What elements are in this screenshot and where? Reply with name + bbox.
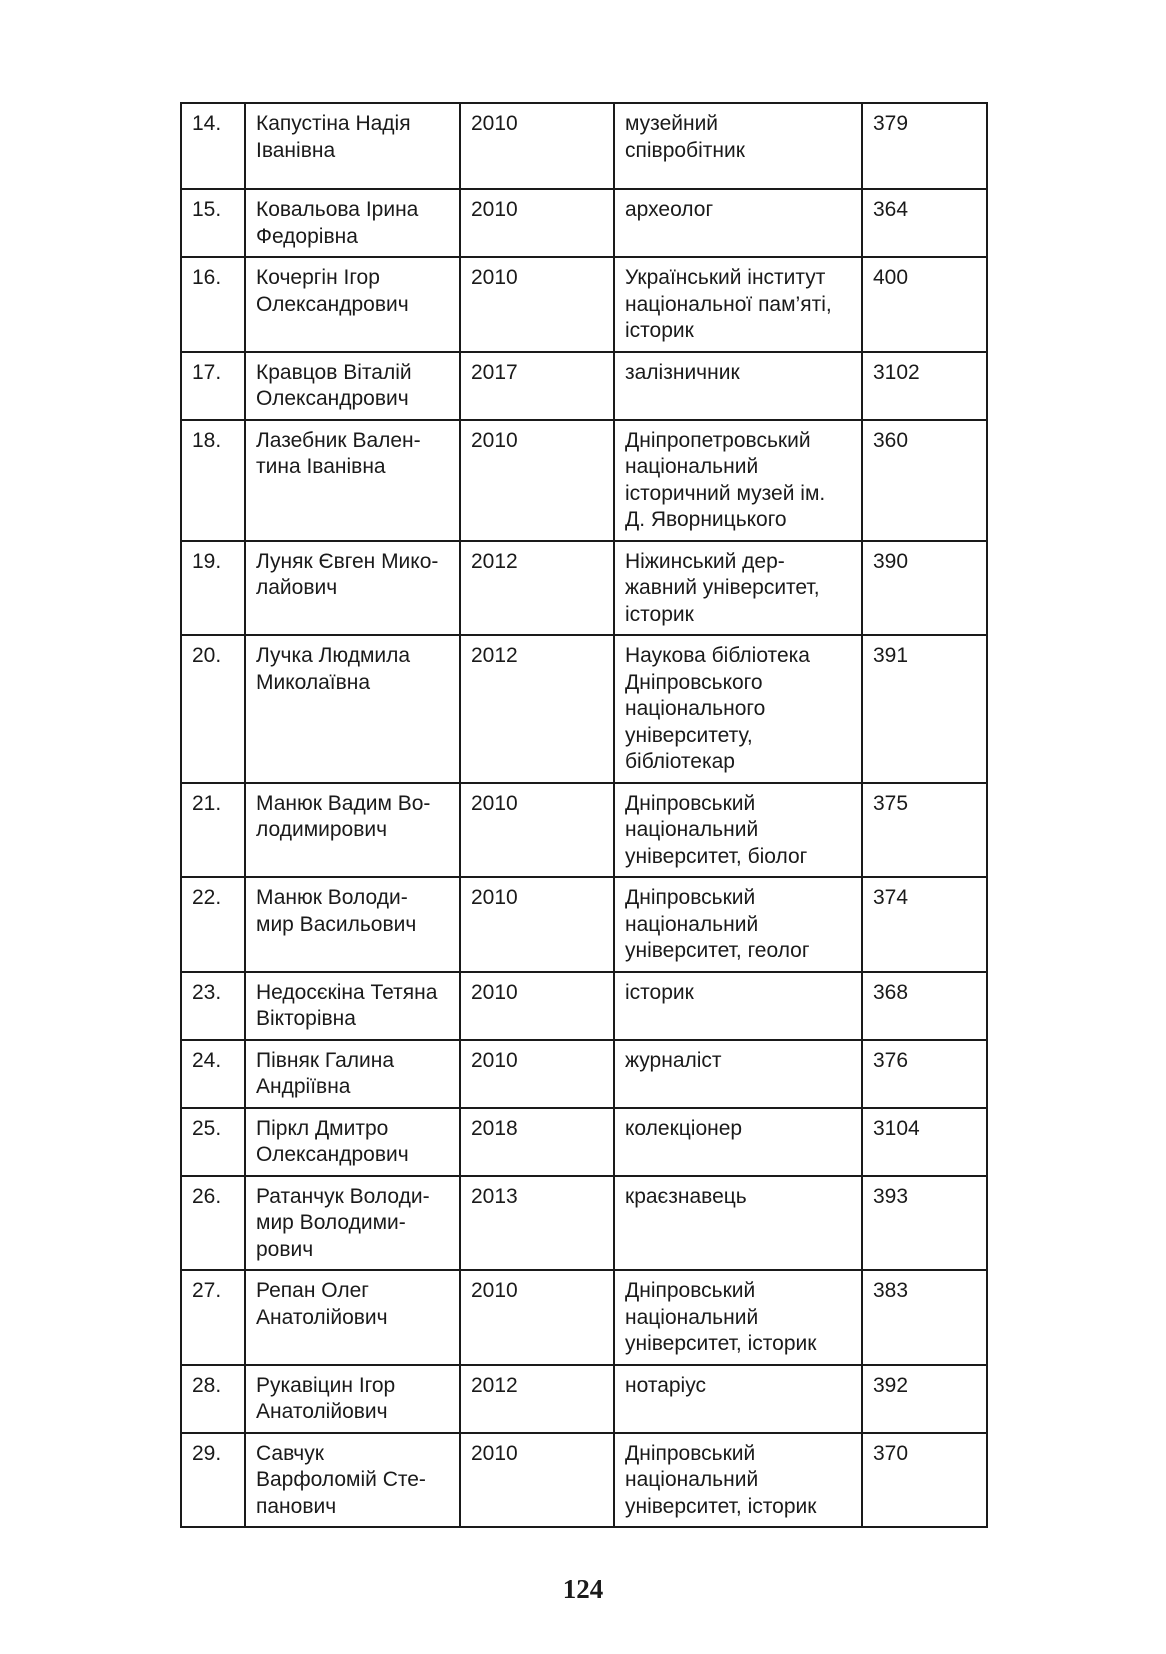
person-name-cell	[245, 352, 460, 420]
table-row	[181, 1270, 987, 1365]
profession-cell-text: залізничник	[625, 360, 740, 384]
code-cell-text: 392	[873, 1373, 909, 1397]
profession-cell-text: Ніжинський дер- жавний університет, історик	[625, 549, 820, 626]
code-cell-text: 364	[873, 198, 909, 221]
year-cell	[460, 635, 614, 783]
profession-cell-text: Дніпровський національний університет, історик	[625, 1279, 817, 1355]
person-name-cell	[245, 189, 460, 257]
year-cell-text: 2018	[471, 1116, 518, 1140]
person-name-cell	[245, 1365, 460, 1433]
code-cell-text: 376	[873, 1048, 909, 1072]
row-number-cell	[181, 783, 245, 878]
year-cell	[460, 420, 614, 541]
row-number-cell-text: 19.	[192, 549, 222, 573]
row-number-cell-text: 17.	[192, 360, 222, 384]
year-cell-text: 2013	[471, 1184, 518, 1208]
code-cell-text: 3104	[873, 1116, 920, 1140]
year-cell	[460, 877, 614, 972]
year-cell	[460, 1176, 614, 1271]
row-number-cell-text: 24.	[192, 1048, 222, 1072]
profession-cell	[614, 972, 862, 1040]
code-cell	[862, 541, 987, 636]
year-cell-text: 2010	[471, 428, 518, 452]
person-name-cell-text: Лазебник Вален- тина Іванівна	[256, 428, 421, 478]
person-name-cell-text: Кравцов Віталій Олександрович	[256, 360, 412, 410]
profession-cell	[614, 635, 862, 783]
profession-cell	[614, 420, 862, 541]
row-number-cell-text: 18.	[192, 428, 222, 452]
year-cell-text: 2012	[471, 1373, 518, 1397]
row-number-cell-text: 23.	[192, 980, 222, 1004]
row-number-cell	[181, 103, 245, 189]
register-table-body	[181, 103, 987, 1527]
code-cell-text: 368	[873, 980, 909, 1004]
profession-cell-text: Український інститут національної пам’яті, історик	[625, 266, 832, 342]
person-name-cell	[245, 972, 460, 1040]
person-name-cell	[245, 1040, 460, 1108]
table-row	[181, 1040, 987, 1108]
table-row	[181, 1365, 987, 1433]
row-number-cell	[181, 1433, 245, 1528]
code-cell	[862, 420, 987, 541]
year-cell	[460, 1433, 614, 1528]
year-cell-text: 2010	[471, 1279, 518, 1302]
row-number-cell	[181, 635, 245, 783]
table-row	[181, 352, 987, 420]
year-cell	[460, 189, 614, 257]
row-number-cell	[181, 420, 245, 541]
table-row	[181, 257, 987, 352]
person-name-cell	[245, 103, 460, 189]
profession-cell-text: археолог	[625, 198, 714, 221]
person-name-cell	[245, 257, 460, 352]
year-cell-text: 2010	[471, 1441, 518, 1465]
row-number-cell	[181, 1270, 245, 1365]
person-name-cell	[245, 635, 460, 783]
year-cell-text: 2010	[471, 791, 518, 815]
profession-cell-text: нотаріус	[625, 1373, 706, 1397]
code-cell	[862, 257, 987, 352]
code-cell-text: 393	[873, 1184, 909, 1208]
people-register-table	[180, 102, 988, 1528]
profession-cell	[614, 352, 862, 420]
profession-cell-text: журналіст	[625, 1048, 722, 1072]
profession-cell	[614, 541, 862, 636]
row-number-cell-text: 21.	[192, 791, 222, 815]
profession-cell	[614, 1270, 862, 1365]
profession-cell-text: музейний співробітник	[625, 112, 745, 162]
row-number-cell	[181, 1040, 245, 1108]
year-cell-text: 2010	[471, 886, 518, 909]
row-number-cell-text: 29.	[192, 1441, 222, 1465]
page-number: 124	[562, 1574, 604, 1604]
person-name-cell-text: Савчук Варфоломій Сте- панович	[256, 1441, 426, 1518]
person-name-cell-text: Репан Олег Анатолійович	[256, 1279, 388, 1329]
year-cell-text: 2010	[471, 198, 518, 221]
profession-cell-text: колекціонер	[625, 1116, 743, 1140]
table-row	[181, 1108, 987, 1176]
row-number-cell-text: 16.	[192, 266, 222, 289]
person-name-cell-text: Рукавіцин Ігор Анатолійович	[256, 1373, 396, 1423]
code-cell	[862, 635, 987, 783]
code-cell	[862, 1040, 987, 1108]
row-number-cell-text: 27.	[192, 1279, 222, 1302]
profession-cell-text: Дніпровський національний університет, геолог	[625, 886, 810, 962]
code-cell-text: 370	[873, 1441, 909, 1465]
code-cell-text: 383	[873, 1279, 909, 1302]
year-cell	[460, 1040, 614, 1108]
profession-cell	[614, 257, 862, 352]
code-cell-text: 379	[873, 112, 909, 135]
code-cell	[862, 1433, 987, 1528]
year-cell-text: 2012	[471, 549, 518, 573]
profession-cell-text: Наукова бібліотека Дніпровського національного університету, бібліотекар	[625, 644, 810, 773]
person-name-cell-text: Капустіна Надія Іванівна	[256, 112, 411, 162]
profession-cell	[614, 1176, 862, 1271]
person-name-cell-text: Півняк Галина Андріївна	[256, 1048, 395, 1098]
profession-cell	[614, 877, 862, 972]
profession-cell	[614, 189, 862, 257]
profession-cell	[614, 1365, 862, 1433]
person-name-cell	[245, 1270, 460, 1365]
row-number-cell	[181, 972, 245, 1040]
code-cell	[862, 352, 987, 420]
row-number-cell-text: 14.	[192, 112, 222, 135]
year-cell-text: 2017	[471, 360, 518, 384]
profession-cell	[614, 783, 862, 878]
year-cell	[460, 257, 614, 352]
person-name-cell	[245, 1176, 460, 1271]
row-number-cell-text: 22.	[192, 886, 222, 909]
year-cell	[460, 1108, 614, 1176]
profession-cell-text: історик	[625, 980, 694, 1004]
code-cell-text: 360	[873, 428, 909, 452]
person-name-cell-text: Луняк Євген Мико- лайович	[256, 549, 439, 599]
code-cell-text: 400	[873, 266, 909, 289]
table-row	[181, 783, 987, 878]
row-number-cell-text: 28.	[192, 1373, 222, 1397]
code-cell-text: 390	[873, 549, 909, 573]
code-cell-text: 391	[873, 644, 909, 667]
row-number-cell-text: 26.	[192, 1184, 222, 1208]
year-cell	[460, 103, 614, 189]
year-cell-text: 2010	[471, 1048, 518, 1072]
person-name-cell-text: Манюк Володи- мир Васильович	[256, 886, 417, 936]
row-number-cell-text: 25.	[192, 1116, 222, 1140]
table-row	[181, 877, 987, 972]
person-name-cell	[245, 541, 460, 636]
code-cell	[862, 783, 987, 878]
code-cell	[862, 972, 987, 1040]
row-number-cell	[181, 257, 245, 352]
year-cell-text: 2012	[471, 644, 518, 667]
row-number-cell	[181, 541, 245, 636]
table-row	[181, 972, 987, 1040]
row-number-cell	[181, 1365, 245, 1433]
table-row	[181, 103, 987, 189]
code-cell	[862, 103, 987, 189]
code-cell	[862, 189, 987, 257]
row-number-cell	[181, 352, 245, 420]
person-name-cell-text: Недосєкіна Тетяна Вікторівна	[256, 980, 438, 1030]
profession-cell	[614, 103, 862, 189]
year-cell	[460, 972, 614, 1040]
code-cell	[862, 1270, 987, 1365]
year-cell	[460, 783, 614, 878]
year-cell	[460, 541, 614, 636]
table-row	[181, 1176, 987, 1271]
profession-cell-text: Дніпровський національний університет, біолог	[625, 791, 808, 868]
person-name-cell	[245, 420, 460, 541]
year-cell-text: 2010	[471, 980, 518, 1004]
table-row	[181, 1433, 987, 1528]
person-name-cell-text: Ковальова Ірина Федорівна	[256, 198, 419, 248]
code-cell	[862, 877, 987, 972]
row-number-cell	[181, 1108, 245, 1176]
person-name-cell-text: Ратанчук Володи- мир Володими- рович	[256, 1184, 430, 1261]
person-name-cell	[245, 877, 460, 972]
code-cell	[862, 1365, 987, 1433]
person-name-cell	[245, 1108, 460, 1176]
row-number-cell-text: 15.	[192, 198, 222, 221]
row-number-cell	[181, 1176, 245, 1271]
profession-cell	[614, 1108, 862, 1176]
code-cell-text: 3102	[873, 360, 920, 384]
table-row	[181, 420, 987, 541]
table-row	[181, 541, 987, 636]
profession-cell-text: Дніпропетровський національний історичний музей ім. Д. Яворницького	[625, 428, 826, 531]
person-name-cell-text: Лучка Людмила Миколаївна	[256, 644, 411, 694]
code-cell-text: 374	[873, 886, 909, 909]
profession-cell	[614, 1040, 862, 1108]
year-cell-text: 2010	[471, 266, 518, 289]
profession-cell	[614, 1433, 862, 1528]
code-cell	[862, 1176, 987, 1271]
person-name-cell	[245, 783, 460, 878]
year-cell	[460, 352, 614, 420]
profession-cell-text: Дніпровський національний університет, історик	[625, 1441, 817, 1518]
year-cell	[460, 1365, 614, 1433]
row-number-cell	[181, 189, 245, 257]
code-cell-text: 375	[873, 791, 909, 815]
person-name-cell	[245, 1433, 460, 1528]
year-cell-text: 2010	[471, 112, 518, 135]
person-name-cell-text: Кочергін Ігор Олександрович	[256, 266, 409, 316]
row-number-cell	[181, 877, 245, 972]
year-cell	[460, 1270, 614, 1365]
code-cell	[862, 1108, 987, 1176]
person-name-cell-text: Манюк Вадим Во- лодимирович	[256, 791, 431, 841]
profession-cell-text: краєзнавець	[625, 1184, 747, 1208]
person-name-cell-text: Піркл Дмитро Олександрович	[256, 1116, 409, 1166]
table-row	[181, 635, 987, 783]
row-number-cell-text: 20.	[192, 644, 222, 667]
table-row	[181, 189, 987, 257]
